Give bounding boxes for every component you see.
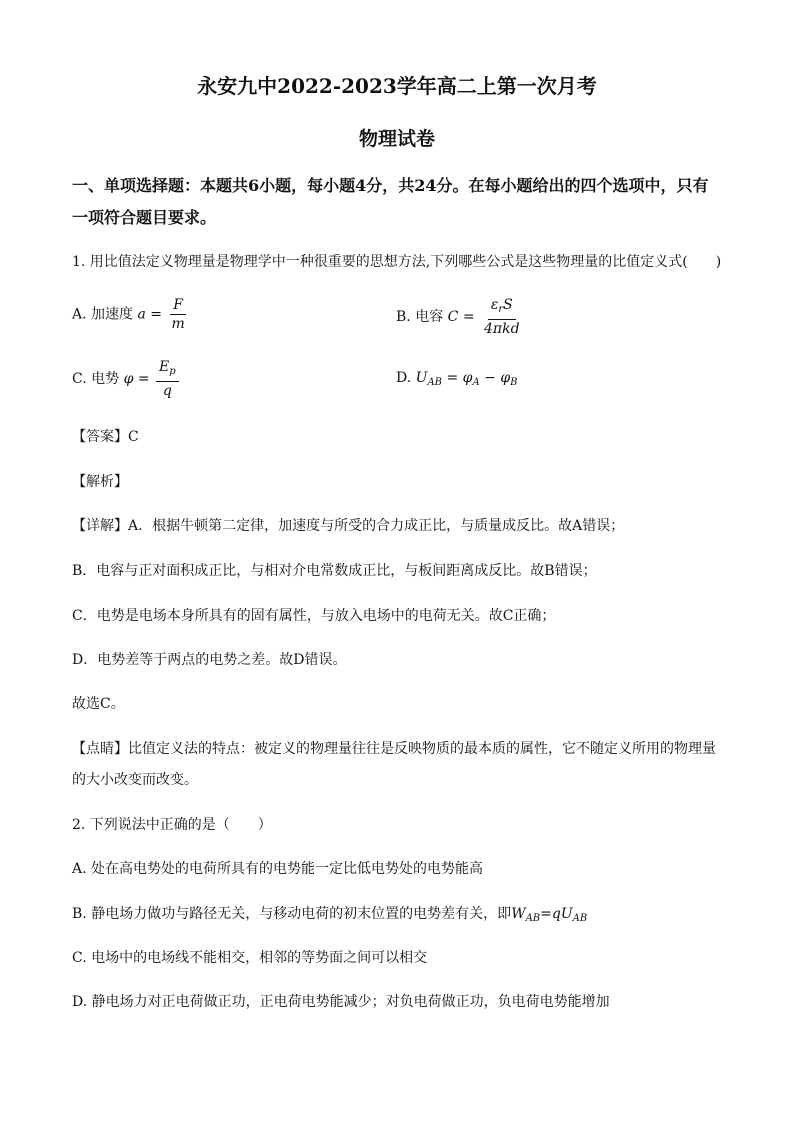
voltage-symbol: U [415,370,428,386]
q1-option-a [72,296,190,333]
q1-option-c-text: 电势 [91,371,120,387]
qu-subscript: AB [572,913,588,924]
detail-tag: 【详解】 [72,518,128,534]
q1-comment-line2: 的大小改变而改变。 [72,772,198,788]
q1-option-c-lhs: φ = [123,371,150,387]
energy-subscript: p [169,366,176,377]
answer-tag: 【答案】 [72,429,128,445]
q1-option-b-numerator [488,296,516,320]
section-heading-line1: 一、单项选择题：本题共6小题，每小题4分，共24分。在每小题给出的四个选项中，只有 [72,176,709,195]
q1-option-c-numerator [156,358,179,382]
comment-tag: 【点睛】 [72,741,128,757]
work-subscript: AB [525,913,541,924]
q1-option-b-denominator: 4πkd [484,321,520,337]
work-symbol: W [511,906,526,922]
q1-answer [72,427,139,447]
q1-option-d-formula [416,370,518,386]
exam-title: 永安九中2022-2023学年高二上第一次月考 [197,74,597,98]
phi-a-subscript: A [472,377,480,388]
q1-option-b-label: B. [396,309,411,325]
q1-option-d [396,368,518,393]
question-2-stem: 2. 下列说法中正确的是（ ） [72,817,272,833]
q1-option-a-fraction [168,296,187,333]
epsilon-subscript: r [498,304,504,315]
qu-symbol: =qU [540,906,573,922]
q2-option-c: C. 电场中的电场线不能相交，相邻的等势面之间可以相交 [72,950,428,966]
q1-detail-c: C．电势是电场本身所具有的固有属性，与放入电场中的电荷无关。故C正确； [72,608,556,624]
energy-symbol: E [159,359,170,375]
q1-option-c-label: C. [72,371,87,387]
detail-a-text: A．根据牛顿第二定律，加速度与所受的合力成正比，与质量成反比。故A错误； [128,518,625,534]
q1-option-d-label: D. [396,370,412,386]
q1-option-c [72,358,181,400]
q2-option-b-text: B. 静电场力做功与路径无关，与移动电荷的初末位置的电势差有关，即 [72,906,512,922]
q2-option-b [72,904,587,929]
q1-option-b-lhs: C = [447,309,475,325]
q1-option-a-lhs: a = [137,306,162,323]
q2-option-d: D. 静电场力对正电荷做正功，正电荷电势能减少；对负电荷做正功，负电荷电势能增加 [72,994,610,1010]
q1-detail-d: D．电势差等于两点的电势之差。故D错误。 [72,652,347,668]
comment-text: 比值定义法的特点：被定义的物理量往往是反映物质的最本质的属性，它不随定义所用的物理量 [128,741,716,757]
q1-option-a-label: A. [72,306,87,323]
voltage-subscript: AB [427,377,443,388]
q1-option-b [396,296,525,338]
q1-option-c-denominator: q [162,383,172,399]
q2-option-b-formula [511,906,587,922]
q1-detail-a [72,516,624,536]
q1-comment-line1 [72,739,716,759]
q2-option-a: A. 处在高电势处的电荷所具有的电势能一定比低电势处的电势能高 [72,861,484,877]
phi-b-symbol: − φ [479,370,511,386]
q1-option-a-text: 加速度 [91,306,134,323]
exam-subtitle: 物理试卷 [358,128,435,150]
epsilon-symbol: ε [490,297,499,313]
q1-choose: 故选C。 [72,696,125,712]
q1-option-a-denominator: m [171,316,185,332]
q1-analysis-tag: 【解析】 [72,474,128,490]
q1-detail-b: B．电容与正对面积成正比，与相对介电常数成正比，与板间距离成反比。故B错误； [72,563,597,579]
question-1-stem: 1. 用比值法定义物理量是物理学中一种很重要的思想方法,下列哪些公式是这些物理量的比值定义式( ) [72,254,722,270]
q1-option-a-numerator: F [170,296,186,315]
answer-value: C [128,429,139,445]
q1-option-c-fraction [156,358,179,400]
phi-b-subscript: B [510,377,518,388]
q1-option-b-text: 电容 [415,309,444,325]
q1-option-b-fraction [481,296,523,338]
area-symbol: S [503,297,513,313]
section-heading-line2: 一项符合题目要求。 [72,208,217,227]
phi-a-symbol: = φ [442,370,473,386]
